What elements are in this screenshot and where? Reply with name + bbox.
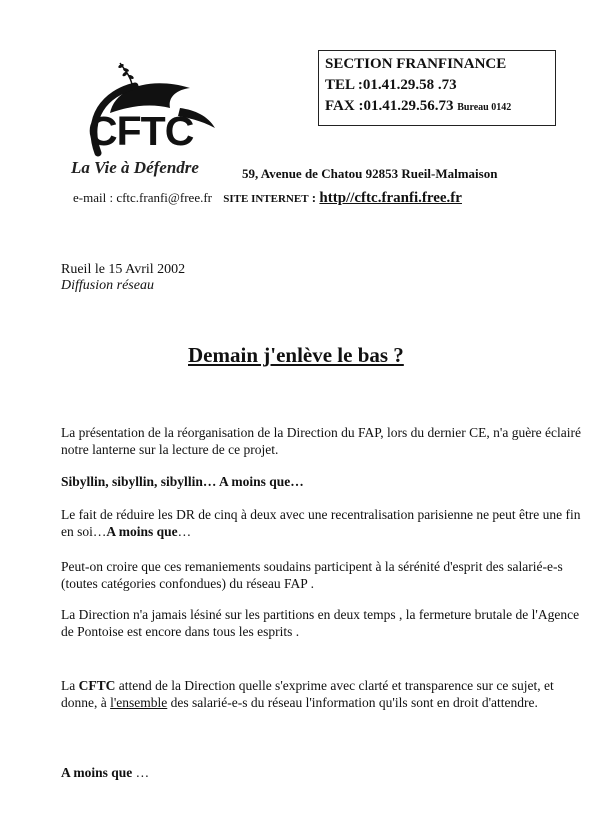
letter-date: Rueil le 15 Avril 2002 [61,262,186,277]
paragraph-6-end: des salarié-e-s du réseau l'information qu'ils sont en droit d'attendre. [167,695,538,710]
email-site-line [73,190,462,207]
logo-wordmark: CFTC [88,108,194,154]
paragraph-2: Sibyllin, sibyllin, sibyllin… A moins que… [61,474,304,489]
paragraph-3-end: … [177,524,192,539]
telephone: TEL :01.41.29.58 .73 [325,77,457,93]
email[interactable]: e-mail : cftc.franfi@free.fr [73,190,212,205]
bureau: Bureau 0142 [457,102,512,113]
diffusion-note: Diffusion réseau [61,278,154,293]
logo-slogan: La Vie à Défendre [71,158,199,177]
fax-line [325,96,555,118]
section-name: SECTION FRANFINANCE [325,56,507,72]
paragraph-7-bold: A moins que [61,765,133,780]
paragraph-3-bold: A moins que [106,524,178,539]
cftc-logo [71,58,230,208]
paragraph-6-cftc: CFTC [78,678,116,693]
paragraph-5: La Direction n'a jamais lésiné sur les partitions en deux temps , la fermeture brutale de l'Agence de Pontoise est encore dans tous les esprits . [61,607,580,639]
paragraph-1: La présentation de la réorganisation de la Direction du FAP, lors du dernier CE, n'a guère éclairé notre lanterne sur la lecture de ce projet. [61,425,582,457]
paragraph-6-underlined: l'ensemble [110,695,168,710]
paragraph-3 [61,506,581,540]
site-url[interactable]: http//cftc.franfi.free.fr [319,190,462,206]
site-label: SITE INTERNET [223,193,309,205]
site-colon: : [311,190,317,205]
contact-box [318,50,556,126]
fax: FAX :01.41.29.56.73 [325,98,454,114]
paragraph-4: Peut-on croire que ces remaniements soudains participent à la sérénité d'esprit des salarié-e-s (toutes catégories confondues) du réseau FAP . [61,559,563,591]
paragraph-3-text: Le fait de réduire les DR de cinq à deux avec une recentralisation parisienne ne peut être une fin en soi… [61,507,581,539]
postal-address: 59, Avenue de Chatou 92853 Rueil-Malmaison [242,166,498,181]
letter-title: Demain j'enlève le bas ? [188,343,404,367]
paragraph-6-start: La [61,678,79,693]
paragraph-7 [61,764,581,781]
paragraph-6-mid: attend de la Direction quelle s'exprime avec clarté et transparence sur ce sujet, et donne, à [61,678,554,710]
paragraph-7-end: … [132,765,150,780]
paragraph-6 [61,677,581,711]
